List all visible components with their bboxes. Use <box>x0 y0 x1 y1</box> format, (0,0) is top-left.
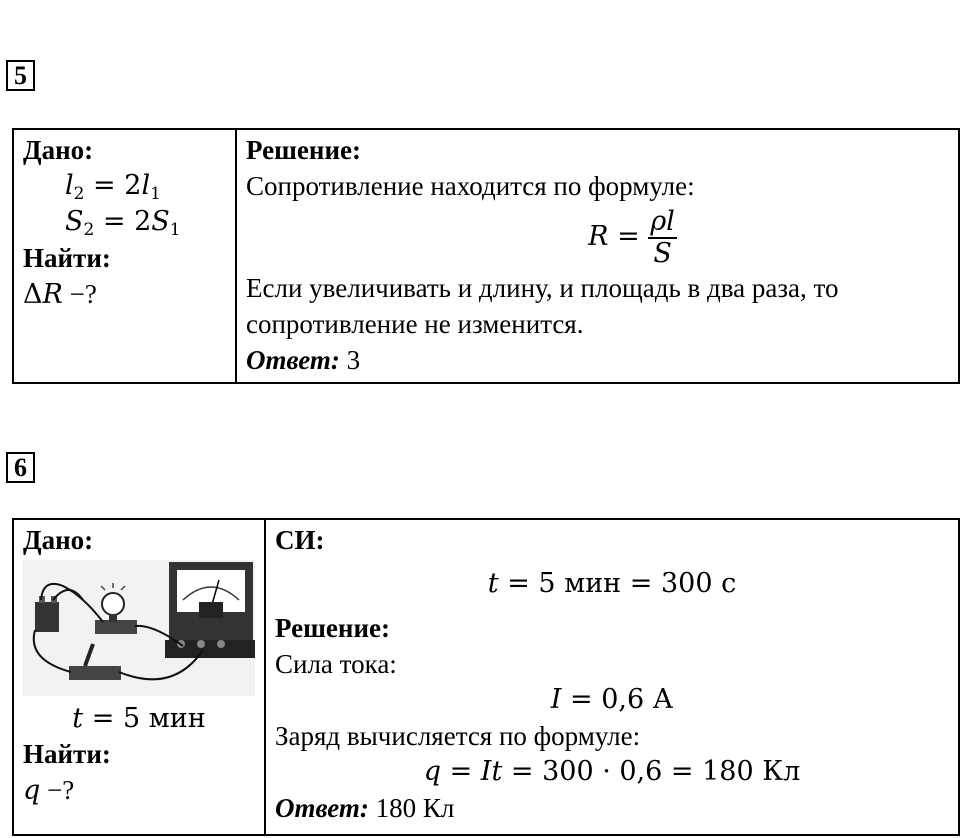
solution-text-1: Сопротивление находится по формуле: <box>246 171 695 201</box>
given-time: t = 5 мин <box>72 703 206 734</box>
solution-header: Решение: <box>246 135 361 165</box>
circuit-illustration <box>23 560 255 700</box>
task5-solution-cell <box>236 129 959 383</box>
circuit-image <box>23 560 255 696</box>
answer-value: 180 Кл <box>368 793 455 823</box>
answer-label: Ответ: <box>246 345 340 375</box>
answer-label: Ответ: <box>275 793 369 823</box>
given-header: Дано: <box>23 525 94 555</box>
current-value: I = 0,6 А <box>550 684 674 715</box>
task5-table <box>12 128 960 384</box>
charge-formula: q = It = 300 · 0,6 = 180 Кл <box>423 756 801 787</box>
answer-line <box>275 790 949 826</box>
switch-icon <box>69 666 121 680</box>
given-header: Дано: <box>23 135 94 165</box>
lamp-icon <box>95 620 137 634</box>
solution-text-1: Сила тока: <box>275 649 397 679</box>
task6-solution-cell <box>265 519 959 835</box>
solution-text-2: Заряд вычисляется по формуле: <box>275 721 641 751</box>
formula-fraction: $\frac{\rho l}{S}$ <box>650 205 675 269</box>
task-number-5: 5 <box>6 60 35 91</box>
given-length-relation: $l_2 = 2l_1$ <box>65 170 161 204</box>
task6-table <box>12 518 960 836</box>
find-symbol: ΔR <box>23 279 63 310</box>
answer-value: 3 <box>339 345 361 375</box>
given-area-relation: $S_2 = 2S_1$ <box>65 206 181 240</box>
find-header: Найти: <box>23 243 111 273</box>
solution-text-2: Если увеличивать и длину, и площадь в два раза, то <box>246 273 839 303</box>
battery-icon <box>35 602 59 632</box>
si-conversion: t = 5 мин = 300 с <box>487 568 737 599</box>
solution-text-3: сопротивление не изменится. <box>246 309 584 339</box>
find-quantity: ΔR −? <box>23 279 97 310</box>
task5-given-cell <box>13 129 236 383</box>
si-header: СИ: <box>275 525 325 555</box>
find-header: Найти: <box>23 739 111 769</box>
solution-header: Решение: <box>275 613 390 643</box>
find-quantity: q −? <box>23 775 75 806</box>
resistance-formula: R = $\frac{\rho l}{S}$ <box>588 205 675 269</box>
task-number-6: 6 <box>6 452 35 483</box>
task6-given-cell <box>13 519 265 835</box>
answer-line <box>246 342 949 378</box>
